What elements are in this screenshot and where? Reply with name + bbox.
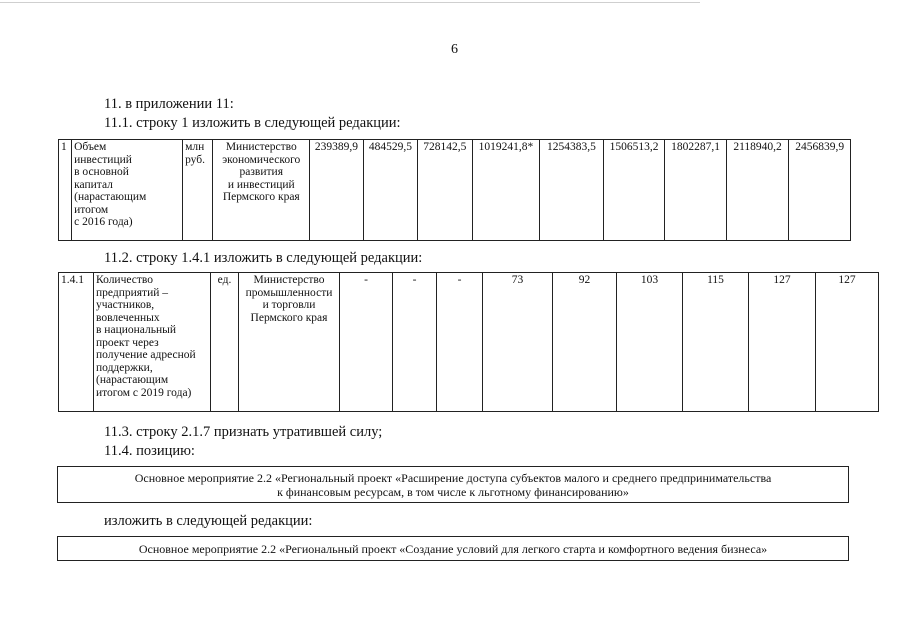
- value-cell: 1019241,8*: [472, 140, 540, 241]
- row-number: 1: [59, 140, 72, 241]
- value-cell: 73: [483, 273, 553, 412]
- value-cell: 728142,5: [418, 140, 472, 241]
- table-row: [59, 273, 879, 412]
- heading-new-wording: изложить в следующей редакции:: [104, 513, 313, 529]
- row-number: 1.4.1: [59, 273, 94, 412]
- value-cell: 2456839,9: [789, 140, 851, 241]
- value-cell: 127: [749, 273, 816, 412]
- table-row-1: [58, 139, 851, 241]
- value-cell: 1506513,2: [603, 140, 665, 241]
- value-cell: 1802287,1: [665, 140, 727, 241]
- heading-appendix-11: 11. в приложении 11:: [104, 96, 234, 112]
- value-cell: 115: [683, 273, 749, 412]
- unit: млн руб.: [183, 140, 213, 241]
- old-measure-box: Основное мероприятие 2.2 «Региональный проект «Расширение доступа субъектов малого и среднего предпринимательства к финансовым ресурсам, в том числе к льготному финансированию»: [57, 466, 849, 503]
- indicator-name: Объем инвестиций в основной капитал (нарастающим итогом с 2016 года): [72, 140, 183, 241]
- page-number: 6: [451, 42, 458, 57]
- responsible-body: Министерство промышленности и торговли Пермского края: [239, 273, 340, 412]
- heading-row-1-4-1: 11.2. строку 1.4.1 изложить в следующей редакции:: [104, 250, 423, 266]
- value-cell: 484529,5: [363, 140, 417, 241]
- value-cell: 239389,9: [310, 140, 363, 241]
- table-row-1-4-1: [58, 272, 879, 412]
- heading-position: 11.4. позицию:: [104, 443, 195, 459]
- responsible-body: Министерство экономического развития и инвестиций Пермского края: [213, 140, 310, 241]
- new-measure-box: Основное мероприятие 2.2 «Региональный проект «Создание условий для легкого старта и комфортного ведения бизнеса»: [57, 536, 849, 561]
- value-cell: 103: [617, 273, 683, 412]
- value-cell: 2118940,2: [726, 140, 789, 241]
- table-row: [59, 140, 851, 241]
- indicator-name: Количество предприятий – участников, вовлеченных в национальный проект через получение адресной поддержки, (нарастающим итогом с 2019 года): [94, 273, 211, 412]
- value-cell: 92: [553, 273, 617, 412]
- heading-row-1: 11.1. строку 1 изложить в следующей редакции:: [104, 115, 401, 131]
- value-cell: 1254383,5: [540, 140, 604, 241]
- heading-row-2-1-7: 11.3. строку 2.1.7 признать утратившей силу;: [104, 424, 383, 440]
- value-cell: 127: [816, 273, 879, 412]
- value-cell: -: [393, 273, 437, 412]
- scan-top-rule: [0, 2, 700, 3]
- unit: ед.: [211, 273, 239, 412]
- value-cell: -: [437, 273, 483, 412]
- value-cell: -: [340, 273, 393, 412]
